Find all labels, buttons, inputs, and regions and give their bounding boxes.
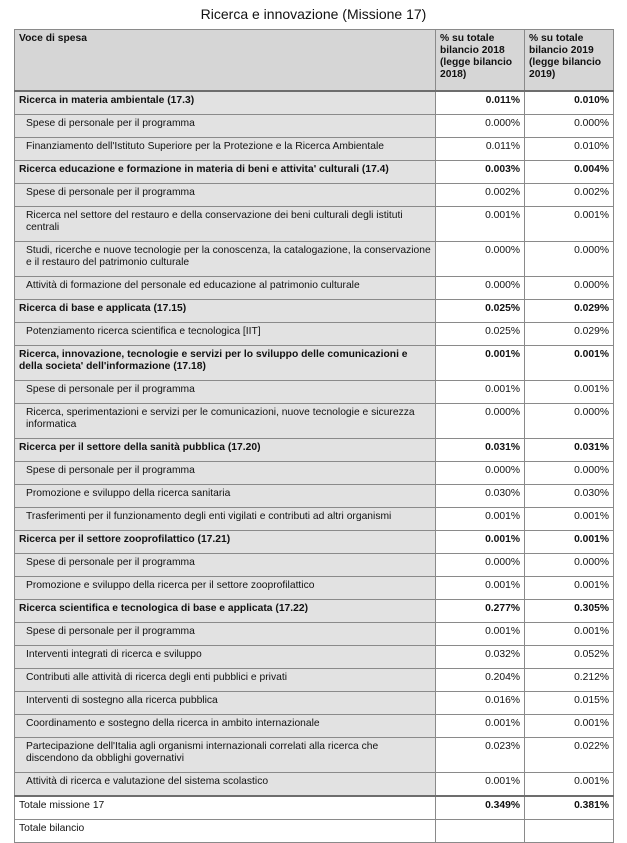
row-value-2019: 0.000% (525, 277, 614, 300)
row-value-2019: 0.010% (525, 138, 614, 161)
row-value-2019: 0.001% (525, 207, 614, 242)
row-value-2018: 0.031% (436, 439, 525, 462)
row-value-2019: 0.022% (525, 738, 614, 773)
table-row (15, 485, 614, 508)
row-value-2018: 0.001% (436, 381, 525, 404)
row-value-2019: 0.000% (525, 462, 614, 485)
header-voce-di-spesa: Voce di spesa (15, 30, 436, 92)
row-label: Spese di personale per il programma (15, 623, 436, 646)
row-value-2018: 0.001% (436, 773, 525, 797)
page-title: Ricerca e innovazione (Missione 17) (200, 6, 427, 22)
row-label: Ricerca nel settore del restauro e della conservazione dei beni culturali degli istituti centrali (15, 207, 436, 242)
table-row (15, 738, 614, 773)
row-value-2018: 0.001% (436, 577, 525, 600)
row-value-2018: 0.023% (436, 738, 525, 773)
header-percent-2018: % su totale bilancio 2018 (legge bilancio 2018) (436, 30, 525, 92)
row-value-2018: 0.000% (436, 554, 525, 577)
row-value-2018: 0.011% (436, 91, 525, 115)
row-label: Promozione e sviluppo della ricerca sanitaria (15, 485, 436, 508)
row-value-2018: 0.000% (436, 404, 525, 439)
row-value-2018: 0.000% (436, 277, 525, 300)
row-label: Spese di personale per il programma (15, 381, 436, 404)
row-label: Attività di formazione del personale ed educazione al patrimonio culturale (15, 277, 436, 300)
table-row (15, 277, 614, 300)
row-label: Potenziamento ricerca scientifica e tecnologica [IIT] (15, 323, 436, 346)
total-budget-2019 (525, 820, 614, 843)
table-row-section (15, 91, 614, 115)
row-value-2018: 0.000% (436, 115, 525, 138)
table-row (15, 623, 614, 646)
table-row (15, 508, 614, 531)
table-row-section (15, 439, 614, 462)
row-label: Ricerca in materia ambientale (17.3) (15, 91, 436, 115)
row-value-2019: 0.001% (525, 773, 614, 797)
row-label: Spese di personale per il programma (15, 115, 436, 138)
row-label: Ricerca di base e applicata (17.15) (15, 300, 436, 323)
row-value-2018: 0.000% (436, 462, 525, 485)
row-value-2018: 0.003% (436, 161, 525, 184)
row-value-2018: 0.016% (436, 692, 525, 715)
table-row (15, 577, 614, 600)
row-value-2019: 0.001% (525, 623, 614, 646)
row-value-2018: 0.277% (436, 600, 525, 623)
table-row (15, 323, 614, 346)
table-row (15, 242, 614, 277)
row-label: Promozione e sviluppo della ricerca per il settore zooprofilattico (15, 577, 436, 600)
row-value-2018: 0.001% (436, 623, 525, 646)
row-value-2019: 0.000% (525, 554, 614, 577)
row-label: Ricerca, innovazione, tecnologie e servizi per lo sviluppo delle comunicazioni e della societa' dell'informazione (17.18) (15, 346, 436, 381)
row-label: Attività di ricerca e valutazione del sistema scolastico (15, 773, 436, 797)
table-row-section (15, 531, 614, 554)
total-budget-row (15, 820, 614, 843)
row-value-2019: 0.015% (525, 692, 614, 715)
table-row (15, 381, 614, 404)
row-value-2019: 0.052% (525, 646, 614, 669)
table-row (15, 138, 614, 161)
row-value-2018: 0.025% (436, 323, 525, 346)
table-row-section (15, 600, 614, 623)
table-row-section (15, 346, 614, 381)
row-value-2018: 0.001% (436, 715, 525, 738)
row-label: Finanziamento dell'Istituto Superiore per la Protezione e la Ricerca Ambientale (15, 138, 436, 161)
row-value-2019: 0.000% (525, 242, 614, 277)
row-value-2019: 0.001% (525, 531, 614, 554)
table-row (15, 692, 614, 715)
table-row (15, 669, 614, 692)
total-mission-row (15, 796, 614, 820)
row-label: Ricerca educazione e formazione in materia di beni e attivita' culturali (17.4) (15, 161, 436, 184)
row-value-2018: 0.002% (436, 184, 525, 207)
table-row (15, 554, 614, 577)
spending-table (14, 29, 614, 843)
row-label: Ricerca, sperimentazioni e servizi per le comunicazioni, nuove tecnologie e sicurezza informatica (15, 404, 436, 439)
table-row (15, 404, 614, 439)
table-row (15, 462, 614, 485)
row-value-2018: 0.001% (436, 346, 525, 381)
table-row-section (15, 300, 614, 323)
row-value-2018: 0.032% (436, 646, 525, 669)
row-label: Ricerca per il settore zooprofilattico (17.21) (15, 531, 436, 554)
row-value-2018: 0.030% (436, 485, 525, 508)
row-value-2019: 0.000% (525, 404, 614, 439)
total-budget-2018 (436, 820, 525, 843)
row-label: Studi, ricerche e nuove tecnologie per la conoscenza, la catalogazione, la conservazione e il restauro del patrimonio culturale (15, 242, 436, 277)
row-label: Coordinamento e sostegno della ricerca in ambito internazionale (15, 715, 436, 738)
row-value-2019: 0.001% (525, 715, 614, 738)
row-label: Trasferimenti per il funzionamento degli enti vigilati e contributi ad altri organismi (15, 508, 436, 531)
row-value-2019: 0.010% (525, 91, 614, 115)
table-row (15, 115, 614, 138)
row-value-2019: 0.001% (525, 346, 614, 381)
row-value-2019: 0.001% (525, 508, 614, 531)
row-value-2019: 0.029% (525, 300, 614, 323)
row-value-2019: 0.001% (525, 381, 614, 404)
row-label: Spese di personale per il programma (15, 462, 436, 485)
row-label: Spese di personale per il programma (15, 554, 436, 577)
row-label: Spese di personale per il programma (15, 184, 436, 207)
total-budget-label: Totale bilancio (15, 820, 436, 843)
row-value-2019: 0.212% (525, 669, 614, 692)
table-row (15, 773, 614, 797)
total-mission-label: Totale missione 17 (15, 796, 436, 820)
header-percent-2019: % su totale bilancio 2019 (legge bilancio 2019) (525, 30, 614, 92)
row-value-2018: 0.001% (436, 207, 525, 242)
table-header-row (15, 30, 614, 92)
row-value-2018: 0.011% (436, 138, 525, 161)
row-label: Ricerca per il settore della sanità pubblica (17.20) (15, 439, 436, 462)
row-value-2018: 0.001% (436, 508, 525, 531)
row-value-2019: 0.030% (525, 485, 614, 508)
total-mission-2018: 0.349% (436, 796, 525, 820)
row-value-2019: 0.031% (525, 439, 614, 462)
table-row (15, 646, 614, 669)
row-value-2019: 0.004% (525, 161, 614, 184)
row-value-2019: 0.002% (525, 184, 614, 207)
row-value-2018: 0.000% (436, 242, 525, 277)
row-label: Partecipazione dell'Italia agli organismi internazionali correlati alla ricerca che discendono da obblighi governativi (15, 738, 436, 773)
row-label: Interventi di sostegno alla ricerca pubblica (15, 692, 436, 715)
table-row (15, 715, 614, 738)
row-value-2019: 0.001% (525, 577, 614, 600)
table-row (15, 207, 614, 242)
row-value-2019: 0.000% (525, 115, 614, 138)
row-value-2018: 0.204% (436, 669, 525, 692)
row-label: Contributi alle attività di ricerca degli enti pubblici e privati (15, 669, 436, 692)
table-row-section (15, 161, 614, 184)
row-value-2019: 0.029% (525, 323, 614, 346)
table-row (15, 184, 614, 207)
row-value-2018: 0.025% (436, 300, 525, 323)
row-value-2018: 0.001% (436, 531, 525, 554)
row-label: Interventi integrati di ricerca e sviluppo (15, 646, 436, 669)
row-label: Ricerca scientifica e tecnologica di base e applicata (17.22) (15, 600, 436, 623)
total-mission-2019: 0.381% (525, 796, 614, 820)
row-value-2019: 0.305% (525, 600, 614, 623)
